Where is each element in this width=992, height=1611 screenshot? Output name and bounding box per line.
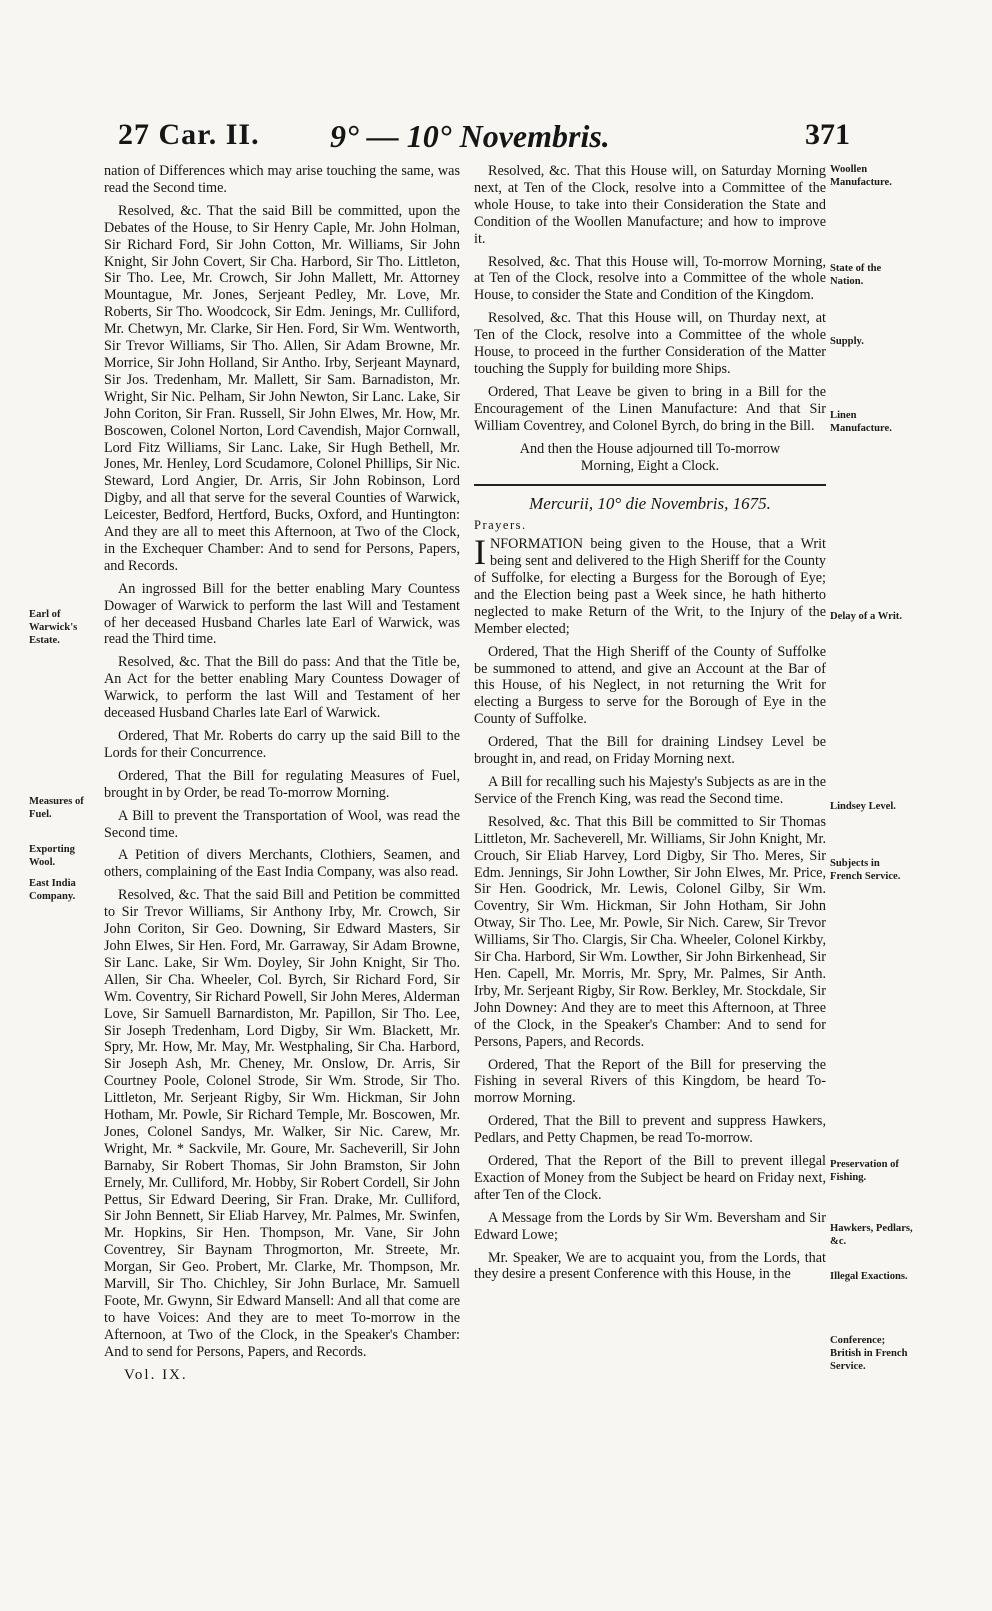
left-column <box>104 163 460 1384</box>
paragraph: Ordered, That the Bill for regulating Measures of Fuel, brought in by Order, be read To-morrow Morning. <box>104 767 460 801</box>
margin-note-french-service: Subjects in French Service. <box>830 858 901 882</box>
margin-note-hawkers: Hawkers, Pedlars, &c. <box>830 1223 913 1247</box>
date-heading: 9° — 10° Novembris. <box>330 118 610 154</box>
paragraph: Resolved, &c. That this House will, on Thurday next, at Ten of the Clock, resolve into a Committee of the whole House, to proceed in the further Consideration of the Matter touching the Supply for building more Ships. <box>474 310 826 377</box>
regnal-year: 27 Car. II. <box>118 118 260 151</box>
paragraph: Ordered, That the Report of the Bill to prevent illegal Exaction of Money from the Subject be heard on Friday next, after Ten of the Clock. <box>474 1153 826 1203</box>
margin-note-fishing: Preservation of Fishing. <box>830 1159 899 1183</box>
margin-note-nation: State of the Nation. <box>830 263 882 287</box>
paragraph: Resolved, &c. That this Bill be committed to Sir Thomas Littleton, Mr. Sacheverell, Mr. Williams, Sir John Knight, Mr. Crouch, Sir Eliab Harvey, Lord Digby, Sir Tho. Meres, Sir Edm. Jennings, Sir John Lowther, Sir John Elwes, Mr. Price, Sir Hen. Goodrick, Mr. Lewis, Colonel Gilby, Sir Wm. Coventry, Sir Wm. Hickman, Sir John Hotham, Sir John Otway, Sir Tho. Lee, Mr. Powle, Sir Nich. Carew, Sir Trevor Williams, Sir Tho. Clargis, Sir Cha. Wheeler, Colonel Kirkby, Sir Cha. Harbord, Sir Wm. Lowther, Sir John Birkenhead, Sir Hen. Capell, Mr. Morris, Mr. Spry, Mr. Palmes, Sir Anth. Irby, Mr. Serjeant Rigby, Sir Row. Berkley, Mr. Stockdale, Sir John Downey: And they are to meet this Afternoon, at Three of the Clock, in the Speaker's Chamber: And to send for Persons, Papers, and Records. <box>474 813 826 1050</box>
adjournment: And then the House adjourned till To-morrow Morning, Eight a Clock. <box>519 440 781 474</box>
day-heading: Mercurii, 10° die Novembris, 1675. <box>529 494 771 514</box>
paragraph: Ordered, That the Bill to prevent and suppress Hawkers, Pedlars, and Petty Chapmen, be read To-morrow. <box>474 1113 826 1147</box>
paragraph: Ordered, That the Report of the Bill for preserving the Fishing in several Rivers of this Kingdom, be heard To-morrow Morning. <box>474 1056 826 1107</box>
section-divider <box>474 484 826 486</box>
margin-note-wool: Exporting Wool. <box>29 844 75 868</box>
paragraph: Ordered, That the High Sheriff of the County of Suffolke be summoned to attend, and give an Account at the Bar of this House, of his Neglect, in not returning the Writ for electing a Burgess to serve for the Borough of Eye in the County of Suffolke. <box>474 643 826 728</box>
right-column <box>474 163 826 1289</box>
margin-note-conference: Conference; British in French Service. <box>830 1335 908 1372</box>
margin-note-supply: Supply. <box>830 336 864 347</box>
paragraph: Resolved, &c. That the said Bill be committed, upon the Debates of the House, to Sir Henry Caple, Mr. John Holman, Sir Richard Ford, Sir John Cotton, Mr. Williams, Sir John Knight, Sir John Covert, Sir Cha. Harbord, Sir Tho. Littleton, Sir Tho. Lee, Mr. Crowch, Sir John Mallett, Mr. Attorney Mountague, Mr. Jones, Serjeant Pedley, Mr. Love, Mr. Roberts, Sir Tho. Woodcock, Sir Edm. Jenings, Mr. Culliford, Mr. Chetwyn, Mr. Clarke, Sir Hen. Ford, Sir Wm. Wentworth, Sir Trevor Williams, Sir Tho. Allen, Sir Adam Browne, Mr. Morrice, Sir John Holland, Sir Antho. Irby, Serjeant Maynard, Sir Jos. Tredenham, Mr. Mallett, Sir Sam. Barnadiston, Mr. Wright, Sir Nic. Pelham, Sir John Newton, Sir Lanc. Lake, Sir John Coriton, Sir Fran. Russell, Sir John Elwes, Mr. How, Mr. Boscowen, Colonel Norton, Lord Cavendish, Major Cornwall, Lord Fitz Williams, Sir Lanc. Lake, Sir Hugh Bethell, Mr. Jones, Mr. Henley, Lord Scudamore, Colonel Phillips, Sir Nic. Steward, Lord Angier, Dr. Arris, Sir John Robinson, Lord Digby, and all that serve for the several Counties of Warwick, Leicester, Bedford, Hertford, Bucks, Oxford, and Huntington: And they are all to meet this Afternoon, at Two of the Clock, in the Exchequer Chamber: And to send for Persons, Papers, and Records. <box>104 202 460 574</box>
paragraph: A Bill to prevent the Transportation of Wool, was read the Second time. <box>104 807 460 841</box>
margin-note-woollen: Woollen Manufacture. <box>830 164 892 188</box>
margin-note-exactions: Illegal Exactions. <box>830 1271 908 1282</box>
paragraph: A Message from the Lords by Sir Wm. Beversham and Sir Edward Lowe; <box>474 1209 826 1243</box>
paragraph: A Bill for recalling such his Majesty's Subjects as are in the Service of the French King, was read the Second time. <box>474 774 826 807</box>
paragraph: Resolved, &c. That this House will, To-morrow Morning, at Ten of the Clock, resolve into a Committee of the whole House, to consider the State and Condition of the Kingdom. <box>474 253 826 304</box>
prayers-label: Prayers. <box>474 518 527 533</box>
paragraph: Resolved, &c. That this House will, on Saturday Morning next, at Ten of the Clock, resolve into a Committee of the whole House, to take into their Consideration the State and Condition of the Woollen Manufacture; and how to improve it. <box>474 163 826 247</box>
margin-note-linen: Linen Manufacture. <box>830 410 892 434</box>
paragraph-text: NFORMATION being given to the House, that a Writ being sent and delivered to the High Sheriff for the County of Suffolke, for electing a Burgess for the Borough of Eye; and the Election being past a Week since, he hath hitherto neglected to make Return of the Writ, to the Injury of the Member elected; <box>474 536 826 637</box>
paragraph: Ordered, That Mr. Roberts do carry up the said Bill to the Lords for their Concurrence. <box>104 728 460 761</box>
margin-note-fuel: Measures of Fuel. <box>29 796 84 820</box>
margin-note-warwick: Earl of Warwick's Estate. <box>29 609 78 646</box>
paragraph <box>474 532 826 637</box>
volume-mark: Vol. IX. <box>124 1366 188 1383</box>
paragraph: nation of Differences which may arise touching the same, was read the Second time. <box>104 163 460 196</box>
margin-note-writ: Delay of a Writ. <box>830 611 902 622</box>
paragraph: Resolved, &c. That the Bill do pass: And that the Title be, An Act for the better enabling Mary Countess Dowager of Warwick, to perform the last Will and Testament of her deceased Husband Charles late Earl of Warwick. <box>104 654 460 722</box>
margin-note-lindsey: Lindsey Level. <box>830 801 896 812</box>
paragraph: Ordered, That the Bill for draining Lindsey Level be brought in, and read, on Friday Morning next. <box>474 734 826 768</box>
paragraph: An ingrossed Bill for the better enabling Mary Countess Dowager of Warwick to perform the last Will and Testament of her deceased Husband Charles late Earl of Warwick, was read the Third time. <box>104 580 460 648</box>
paragraph: Ordered, That Leave be given to bring in a Bill for the Encouragement of the Linen Manufacture: And that Sir William Coventrey, and Colonel Byrch, do bring in the Bill. <box>474 383 826 434</box>
paragraph: Resolved, &c. That the said Bill and Petition be committed to Sir Trevor Williams, Sir Anthony Irby, Mr. Crowch, Sir John Coriton, Sir Geo. Downing, Sir Edward Masters, Sir John Elwes, Sir Hen. Ford, Mr. Garraway, Sir Adam Browne, Sir Lanc. Lake, Sir Wm. Doyley, Sir John Knight, Sir Tho. Allen, Sir Cha. Wheeler, Col. Byrch, Sir Richard Ford, Sir Wm. Coventry, Sir Richard Powell, Sir John Meres, Alderman Love, Sir Samuell Barnardiston, Mr. Papillon, Sir Tho. Lee, Sir Joseph Tredenham, Lord Digby, Sir Wm. Blackett, Mr. Spry, Mr. How, Mr. May, Mr. Westphaling, Sir Cha. Harbord, Sir Joseph Ash, Mr. Cheney, Mr. Onslow, Dr. Arris, Sir Courtney Poole, Colonel Strode, Sir Wm. Strode, Sir Tho. Littleton, Mr. Serjeant Rigby, Sir Wm. Hickman, Sir John Hotham, Mr. Powle, Sir Richard Temple, Mr. Boscowen, Mr. Jones, Colonel Sandys, Mr. Walker, Sir Nic. Carew, Mr. Wright, Mr. * Sackvile, Mr. Goure, Mr. Sacheverill, Sir John Barnaby, Sir Robert Thomas, Sir John Bramston, Sir John Ernely, Mr. Culliford, Mr. Hobby, Sir Robert Cordell, Sir John Pettus, Sir Edward Deering, Sir Fran. Drake, Mr. Culliford, Sir John Bennett, Sir Eliab Harvey, Mr. Palmes, Mr. Swinfen, Mr. Hopkins, Sir Hen. Thompson, Mr. Vane, Sir John Coventrey, Sir Baynam Throgmorton, Mr. Streete, Mr. Morgan, Sir Geo. Probert, Mr. Clarke, Mr. Thompson, Mr. Marvill, Sir Tho. Chichley, Sir John Burlace, Mr. Samuell Foote, Mr. Gwynn, Sir Edward Mansell: And all that come are to have Voices: And they are to meet To-morrow in the Afternoon, at Two of the Clock, in the Speaker's Chamber: And to send for Persons, Papers, and Records. <box>104 887 460 1360</box>
drop-cap: I <box>474 532 486 573</box>
page-number: 371 <box>805 118 850 151</box>
paragraph: A Petition of divers Merchants, Clothiers, Seamen, and others, complaining of the East India Company, was also read. <box>104 847 460 881</box>
page-header <box>118 118 850 162</box>
margin-note-east-india: East India Company. <box>29 878 76 902</box>
paragraph: Mr. Speaker, We are to acquaint you, from the Lords, that they desire a present Conference with this House, in the <box>474 1249 826 1283</box>
